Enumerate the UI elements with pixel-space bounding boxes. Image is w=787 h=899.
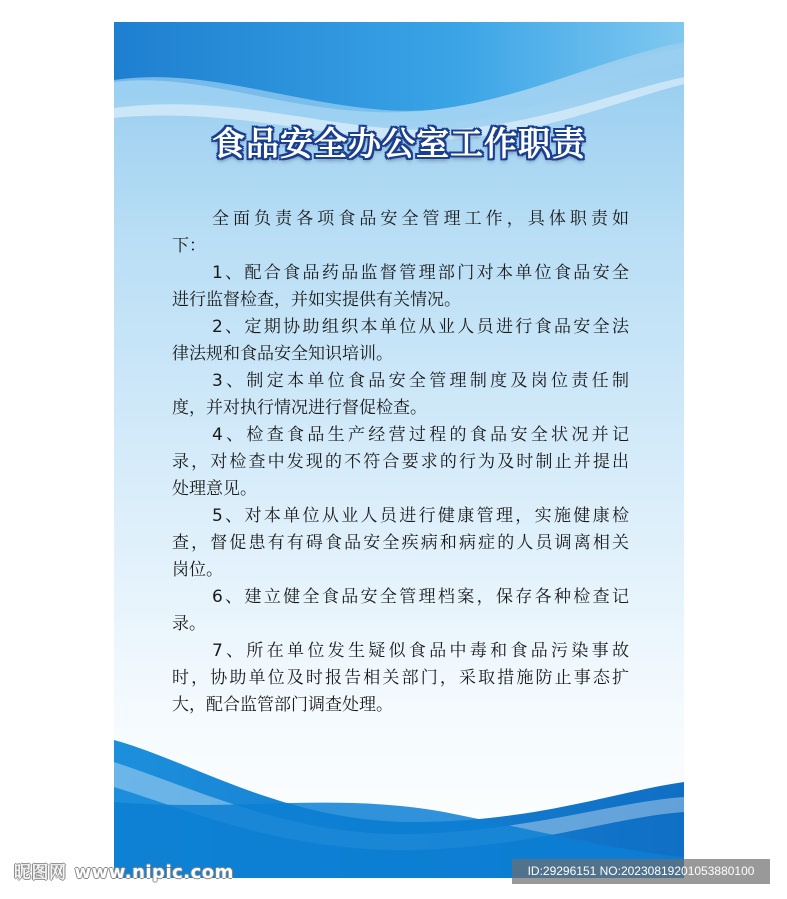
duty-item-6 bbox=[172, 584, 629, 638]
text-line: 时，协助单位及时报告相关部门，采取措施防止事态扩 bbox=[172, 668, 629, 688]
duty-item-3 bbox=[172, 368, 629, 422]
text-line: 度，并对执行情况进行督促检查。 bbox=[172, 398, 427, 418]
duty-item-4 bbox=[172, 422, 629, 503]
image-id-label: ID:29296151 NO:20230819201053880100 bbox=[512, 859, 770, 884]
text-line: 进行监督检查，并如实提供有关情况。 bbox=[172, 290, 461, 310]
text-line: 下： bbox=[172, 236, 206, 256]
intro-paragraph bbox=[172, 206, 629, 260]
duty-item-5 bbox=[172, 503, 629, 584]
text-line: 6、建立健全食品安全管理档案，保存各种检查记 bbox=[212, 587, 629, 607]
text-line: 3、制定本单位食品安全管理制度及岗位责任制 bbox=[212, 371, 629, 391]
text-line: 5、对本单位从业人员进行健康管理，实施健康检 bbox=[212, 506, 629, 526]
text-line: 录，对检查中发现的不符合要求的行为及时制止并提出 bbox=[172, 452, 629, 472]
text-line: 全面负责各项食品安全管理工作，具体职责如 bbox=[212, 209, 629, 229]
duty-item-2 bbox=[172, 314, 629, 368]
text-line: 1、配合食品药品监督管理部门对本单位食品安全 bbox=[212, 263, 629, 283]
text-line: 大，配合监管部门调查处理。 bbox=[172, 695, 393, 715]
duty-item-1 bbox=[172, 260, 629, 314]
text-line: 7、所在单位发生疑似食品中毒和食品污染事故 bbox=[212, 641, 629, 661]
text-line: 查，督促患有有碍食品安全疾病和病症的人员调离相关 bbox=[172, 533, 629, 553]
text-line: 律法规和食品安全知识培训。 bbox=[172, 344, 393, 364]
duty-item-7 bbox=[172, 638, 629, 719]
nipic-logo: 昵图网 bbox=[14, 863, 67, 883]
site-watermark bbox=[14, 858, 234, 883]
text-line: 4、检查食品生产经营过程的食品安全状况并记 bbox=[212, 425, 629, 445]
text-line: 岗位。 bbox=[172, 560, 223, 580]
duty-list bbox=[172, 206, 629, 719]
poster bbox=[114, 22, 684, 878]
site-url: www.nipic.com bbox=[74, 862, 234, 883]
poster-title: 食品安全办公室工作职责 bbox=[212, 124, 586, 163]
text-line: 录。 bbox=[172, 614, 206, 634]
text-line: 2、定期协助组织本单位从业人员进行食品安全法 bbox=[212, 317, 629, 337]
text-line: 处理意见。 bbox=[172, 479, 257, 499]
